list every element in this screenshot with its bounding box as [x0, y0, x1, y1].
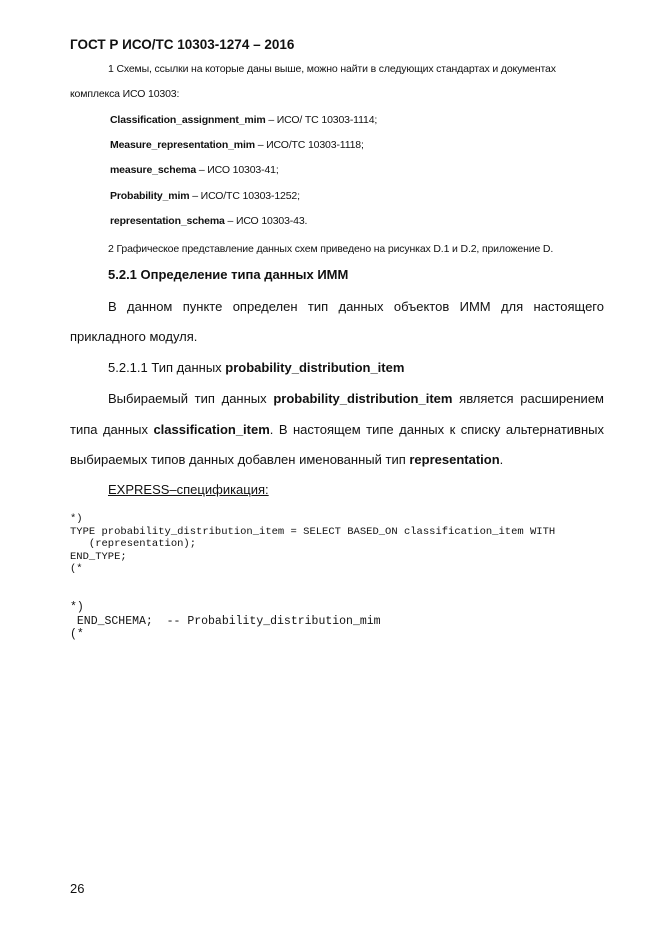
reference-source: – ИСО 10303-43. [224, 215, 308, 227]
express-specification-label: EXPRESS–спецификация: [108, 482, 269, 497]
type-name: representation [409, 452, 500, 467]
reference-schema-name: Classification_assignment_mim [110, 114, 266, 126]
note-2: 2 Графическое представление данных схем приведено на рисунках D.1 и D.2, приложение D. [108, 243, 554, 255]
text-run: выбираемых типов данных добавлен именованный тип [70, 452, 410, 467]
note-1-line-2: комплекса ИСО 10303: [70, 88, 180, 100]
express-code-block-end: *) END_SCHEMA; -- Probability_distribution_mim (* [70, 601, 381, 641]
subsection-title [108, 360, 404, 375]
reference-source: – ИСО 10303-41; [196, 164, 279, 176]
express-code-block: *) TYPE probability_distribution_item = SELECT BASED_ON classification_item WITH (representation); END_TYPE; (* [70, 513, 556, 575]
reference-schema-name: measure_schema [110, 164, 197, 176]
reference-source: – ИСО/ТС 10303-1252; [189, 190, 300, 202]
section-title: 5.2.1 Определение типа данных ИММ [108, 267, 349, 282]
subsection-paragraph-line-1 [108, 391, 604, 406]
subsection-paragraph-line-3 [70, 452, 503, 467]
reference-item [110, 215, 307, 227]
note-1-line-1: 1 Схемы, ссылки на которые даны выше, можно найти в следующих стандартах и документах [108, 63, 556, 75]
reference-source: – ИСО/ТС 10303-1118; [254, 139, 364, 151]
reference-item [110, 114, 377, 126]
reference-item [110, 164, 279, 176]
text-run: Выбираемый тип данных [108, 391, 274, 406]
reference-schema-name: representation_schema [110, 215, 225, 227]
page-number: 26 [70, 881, 85, 896]
section-paragraph-line-1: В данном пункте определен тип данных объектов ИММ для настоящего [108, 299, 604, 314]
reference-schema-name: Probability_mim [110, 190, 190, 202]
type-name: probability_distribution_item [273, 391, 453, 406]
subsection-type-name: probability_distribution_item [225, 360, 405, 375]
text-run: является расширением [452, 391, 604, 406]
text-run: типа данных [70, 422, 154, 437]
document-header: ГОСТ Р ИСО/ТС 10303-1274 – 2016 [70, 37, 295, 52]
reference-schema-name: Measure_representation_mim [110, 139, 255, 151]
reference-item [110, 139, 364, 151]
section-paragraph-line-2: прикладного модуля. [70, 329, 198, 344]
subsection-paragraph-line-2 [70, 422, 604, 437]
subsection-prefix: 5.2.1.1 Тип данных [108, 360, 226, 375]
type-name: classification_item [153, 422, 270, 437]
reference-source: – ИСО/ ТС 10303-1114; [265, 114, 378, 126]
text-run: . В настоящем типе данных к списку альтернативных [269, 422, 604, 437]
text-run: . [499, 452, 504, 467]
reference-item [110, 190, 300, 202]
